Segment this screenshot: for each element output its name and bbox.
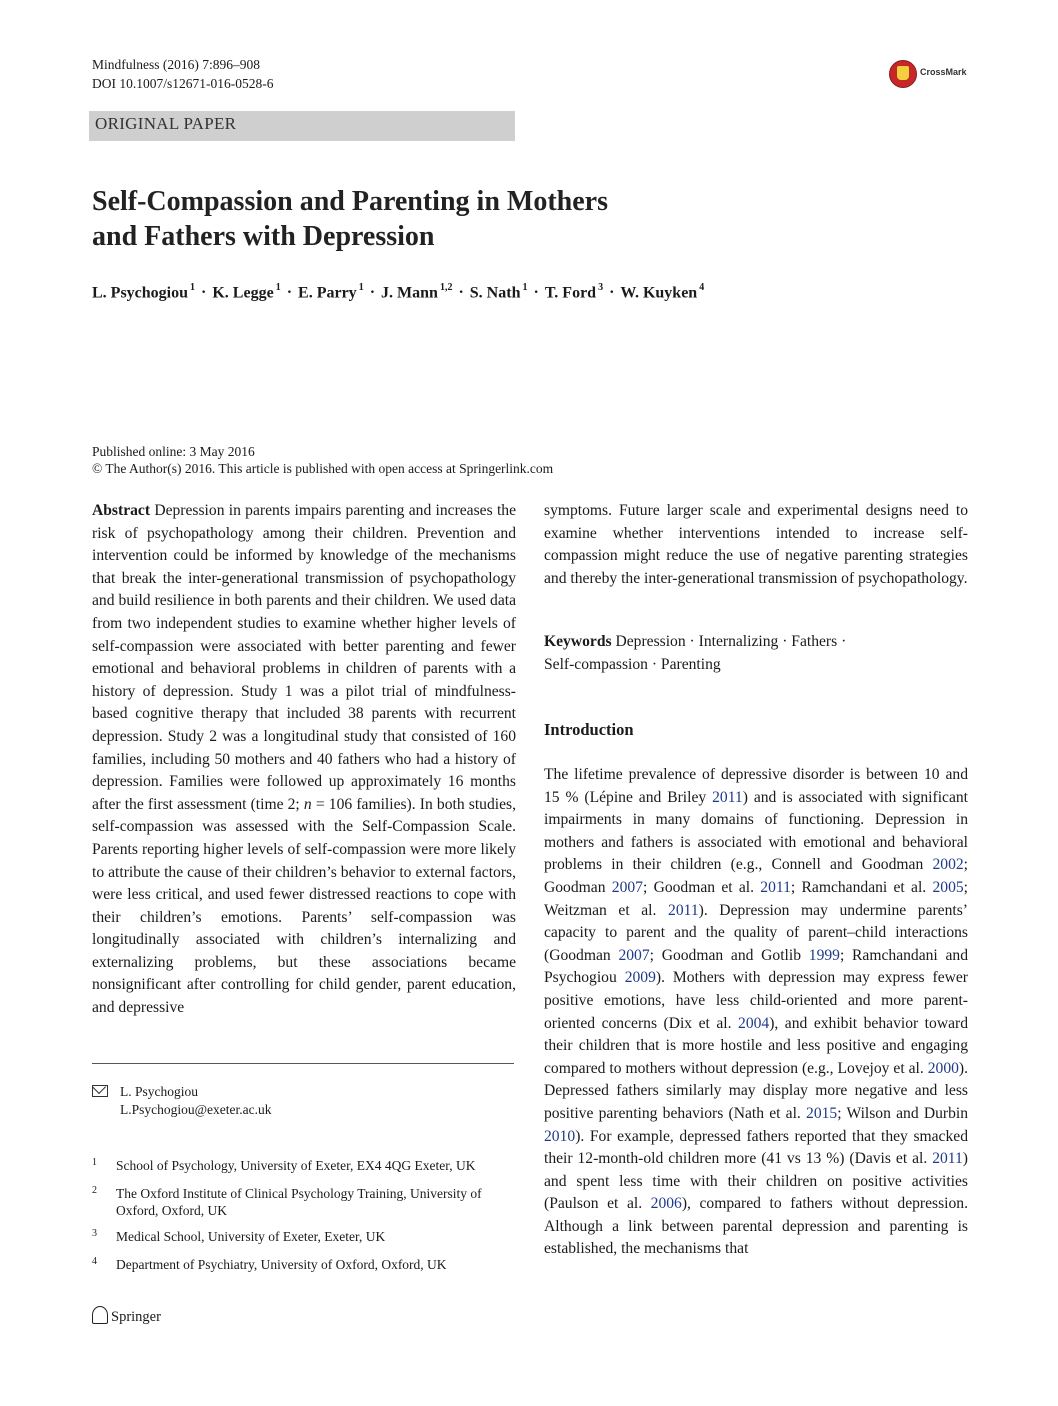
author-name[interactable]: E. Parry — [298, 284, 357, 302]
article-title — [92, 184, 792, 254]
citation-link[interactable]: 2015 — [806, 1104, 838, 1122]
affiliation-text: Medical School, University of Exeter, Exeter, UK — [116, 1229, 386, 1244]
affiliation-number: 3 — [92, 1228, 97, 1239]
author-affiliation-mark: 4 — [699, 282, 705, 293]
journal-line: Mindfulness (2016) 7:896–908 — [92, 57, 260, 72]
author-name[interactable]: T. Ford — [544, 284, 597, 302]
author-name[interactable]: J. Mann — [381, 284, 438, 302]
intro-text: ; Goodman — [544, 856, 968, 896]
publisher-logo — [92, 1306, 161, 1326]
citation-link[interactable]: 1999 — [808, 946, 840, 964]
intro-text: ; Ramchandani et al. — [790, 878, 933, 896]
abstract-text-part2: = 106 families). In both studies, self-compassion was assessed with the Self-Compassion Scale. Parents reporting higher levels of self-compassion were more likely to attribute the cause of their children’s behavior to external factors, were less critical, and used fewer distressed reactions to cope with their children’s emotions. Parents’ self-compassion was longitudinally associated with children’s internalizing and externalizing problems, but these associations became nonsignificant after controlling for child gender, parent education, and depressive — [92, 795, 516, 1017]
citation-link[interactable]: 2011 — [668, 901, 699, 919]
intro-text: ). Depression may undermine parents’ capacity to parent and the quality of parent–child interactions (Goodman — [544, 901, 968, 964]
correspondence — [92, 1083, 272, 1119]
envelope-icon — [92, 1085, 108, 1097]
author-separator: · — [201, 284, 207, 302]
introduction-body — [544, 764, 968, 1261]
citation-link[interactable]: 2002 — [932, 856, 964, 874]
abstract — [92, 500, 516, 1020]
section-label: ORIGINAL PAPER — [95, 114, 237, 133]
intro-text: ; Weitzman et al. — [544, 878, 968, 919]
author-separator: · — [458, 284, 464, 302]
affiliation-text: Department of Psychiatry, University of Oxford, Oxford, UK — [116, 1257, 447, 1272]
abstract-continued-text: symptoms. Future larger scale and experimental designs need to examine whether interventions intended to increase self-compassion might reduce the use of negative parenting strategies and thereby the inter-generational transmission of psychopathology. — [544, 502, 968, 587]
citation-link[interactable]: 2006 — [650, 1195, 682, 1213]
author-affiliation-mark: 1 — [275, 282, 281, 293]
affiliation-text: The Oxford Institute of Clinical Psychology Training, University of Oxford, Oxford, UK — [116, 1186, 482, 1218]
author-affiliation-mark: 1 — [190, 282, 196, 293]
author-affiliation-mark: 1,2 — [439, 282, 453, 293]
citation-link[interactable]: 2005 — [932, 878, 964, 896]
intro-text: ). Mothers with depression may express fewer positive emotions, have less child-oriented and more parent-oriented concerns (Dix et al. — [544, 969, 968, 1032]
citation-link[interactable]: 2007 — [618, 946, 650, 964]
publisher-name: Springer — [111, 1309, 161, 1325]
intro-text: ), compared to fathers without depression. Although a link between parental depression and parenting is established, the mechanisms that — [544, 1195, 968, 1258]
citation-link[interactable]: 2004 — [738, 1014, 770, 1032]
crossmark-label: CrossMark — [920, 67, 967, 77]
intro-text: ; Wilson and Durbin — [837, 1104, 968, 1122]
title-line-1: Self-Compassion and Parenting in Mothers — [92, 186, 608, 217]
author-affiliation-mark: 1 — [358, 282, 364, 293]
springer-horse-icon — [92, 1306, 108, 1324]
intro-text: The lifetime prevalence of depressive disorder is between 10 and 15 % (Lépine and Briley — [544, 766, 968, 806]
affiliation-number: 2 — [92, 1185, 97, 1196]
intro-text: ). For example, depressed fathers reported that they smacked their 12-month-old children more (41 vs 13 %) (Davis et al. — [544, 1127, 968, 1168]
author-list — [92, 283, 704, 302]
section-banner — [89, 111, 515, 141]
abstract-heading: Abstract — [92, 502, 151, 519]
n-symbol: n — [303, 795, 312, 813]
abstract-continued — [544, 500, 968, 590]
abstract-text-part1: Depression in parents impairs parenting and increases the risk of psychopathology among their children. Prevention and intervention could be informed by knowledge of the mechanisms that break the inter-generational transmission of psychopathology and build resilience in both parents and their children. We used data from two independent studies to examine whether higher levels of self-compassion were associated with better parenting and fewer emotional and behavioral problems in children of parents with a history of depression. Study 1 was a pilot trial of mindfulness-based cognitive therapy that included 38 parents with recurrent depression. Study 2 was a longitudinal study that consisted of 160 families, including 50 mothers and 40 fathers who had a history of depression. Families were followed up approximately 16 months after the first assessment (time 2; — [92, 502, 516, 813]
citation-link[interactable]: 2009 — [624, 969, 656, 987]
intro-text: ), and exhibit behavior toward their children that is more hostile and less positive and engaging compared to mothers without depression (e.g., Lovejoy et al. — [544, 1014, 968, 1077]
footnote-divider — [92, 1063, 514, 1064]
author-name[interactable]: K. Legge — [212, 284, 274, 302]
keywords-line-2: Self-compassion · Parenting — [544, 655, 721, 673]
title-line-2: and Fathers with Depression — [92, 221, 435, 252]
author-separator: · — [286, 284, 293, 302]
citation-link[interactable]: 2007 — [611, 878, 643, 896]
affiliation-number: 4 — [92, 1256, 97, 1267]
intro-text: ; Goodman et al. — [642, 878, 761, 896]
intro-text: ). Depressed fathers similarly may display more negative and less positive parenting behaviors (Nath et al. — [544, 1059, 968, 1122]
affiliation-number: 1 — [92, 1157, 97, 1168]
keywords-line-1: Depression · Internalizing · Fathers · — [615, 633, 847, 650]
author-name[interactable]: S. Nath — [469, 284, 521, 302]
doi-line[interactable]: DOI 10.1007/s12671-016-0528-6 — [92, 76, 274, 91]
introduction-heading: Introduction — [544, 720, 634, 739]
publication-info — [92, 443, 553, 477]
intro-text: ) and is associated with significant impairments in many domains of functioning. Depression in mothers and fathers is associated with emotional and behavioral problems in their children (e.g., Connell and Goodman — [544, 788, 968, 874]
citation-link[interactable]: 2000 — [927, 1059, 959, 1077]
keywords — [544, 631, 968, 676]
correspondence-email[interactable]: L.Psychogiou@exeter.ac.uk — [120, 1102, 272, 1117]
journal-citation — [92, 55, 274, 93]
crossmark-icon — [889, 60, 917, 88]
license-statement: © The Author(s) 2016. This article is published with open access at Springerlink.com — [92, 461, 554, 476]
crossmark-badge[interactable] — [889, 60, 979, 88]
citation-link[interactable]: 2010 — [544, 1127, 576, 1145]
author-name[interactable]: W. Kuyken — [620, 284, 698, 302]
author-name[interactable]: L. Psychogiou — [92, 284, 189, 302]
author-separator: · — [609, 284, 615, 302]
affiliation-text: School of Psychology, University of Exeter, EX4 4QG Exeter, UK — [116, 1158, 476, 1173]
citation-link[interactable]: 2011 — [712, 788, 743, 806]
intro-text: ) and spent less time with their children on positive activities (Paulson et al. — [544, 1150, 968, 1213]
author-affiliation-mark: 3 — [598, 282, 604, 293]
intro-text: ; Goodman and Gotlib — [649, 946, 809, 964]
published-date: Published online: 3 May 2016 — [92, 444, 255, 459]
citation-link[interactable]: 2011 — [760, 878, 791, 896]
author-separator: · — [369, 284, 376, 302]
author-separator: · — [533, 284, 539, 302]
keywords-heading: Keywords — [544, 633, 612, 650]
author-affiliation-mark: 1 — [522, 282, 528, 293]
correspondence-name: L. Psychogiou — [120, 1084, 199, 1099]
intro-text: ; Ramchandani and Psychogiou — [544, 946, 969, 987]
citation-link[interactable]: 2011 — [932, 1150, 963, 1168]
